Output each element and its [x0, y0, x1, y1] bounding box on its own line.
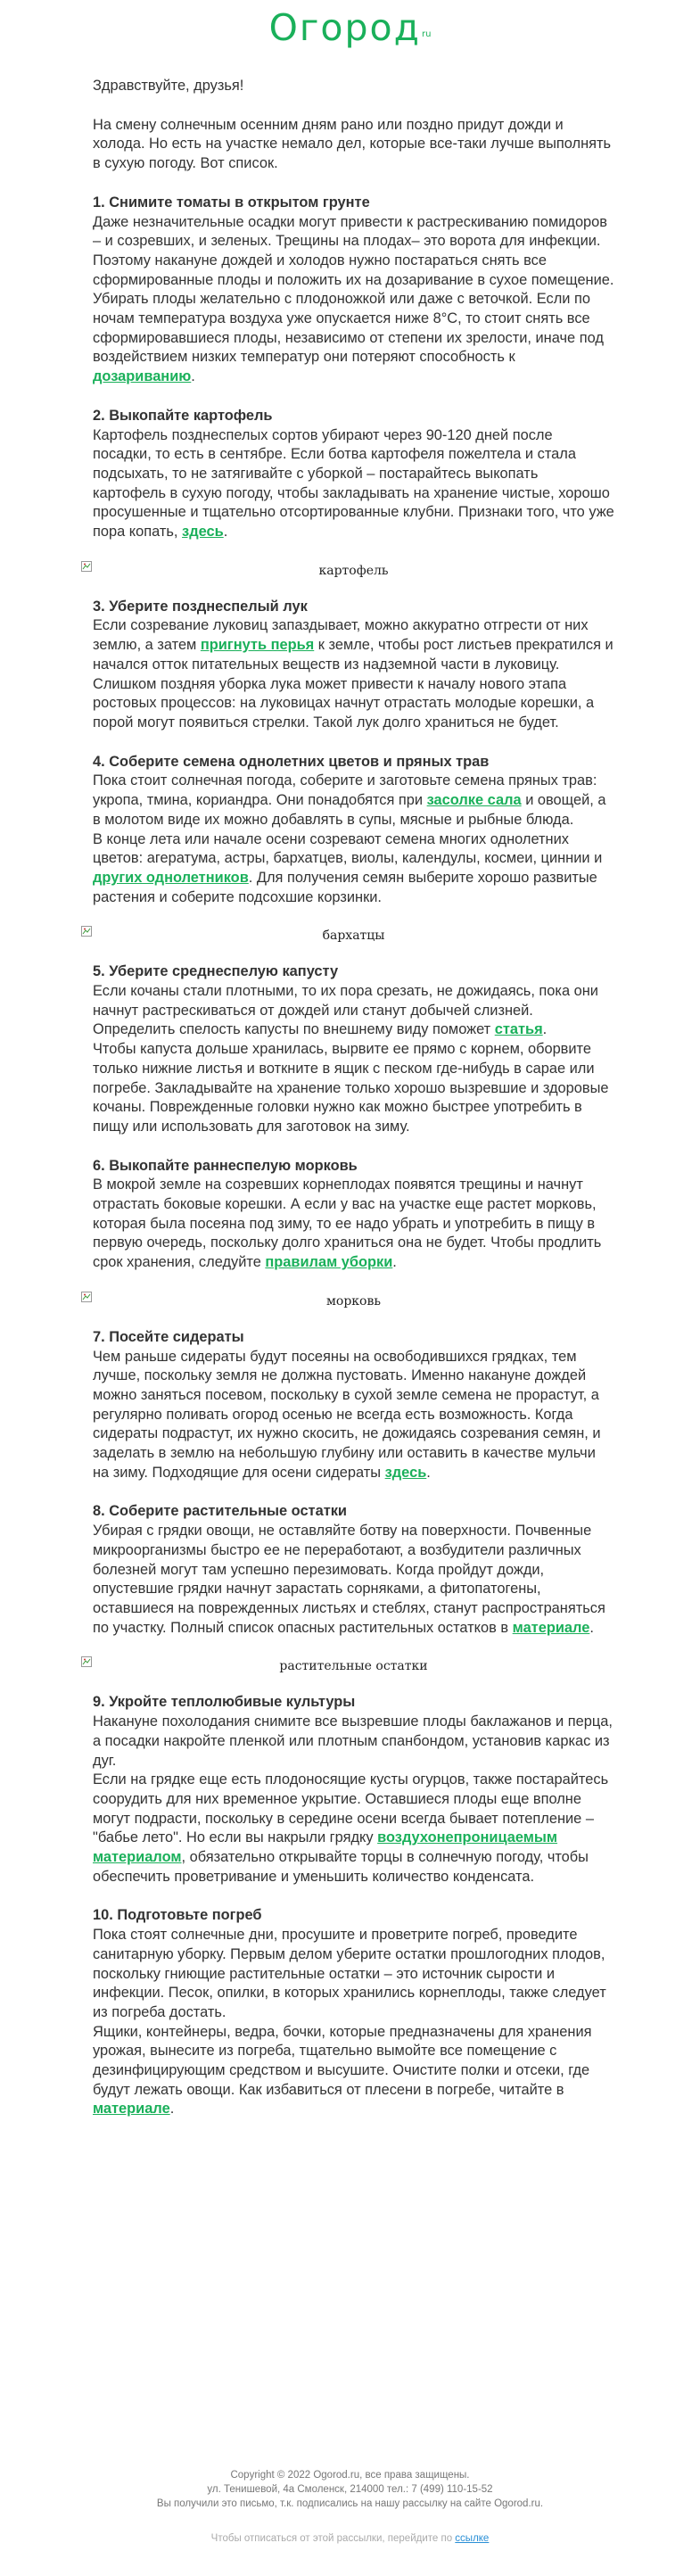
section-text: Пока стоят солнечные дни, просушите и проветрите погреб, проведите санитарную уборку. Первым делом уберите остатки прошлогодних плодов, поскольку гниющие растительные остатки – это источник сырости и инфекции. Песок, опилки, в которых хранились корнеплоды, также следует из погреба достать.	[93, 1927, 606, 2020]
section-text: Если на грядке еще есть плодоносящие кусты огурцов, также постарайтесь соорудить для них временное укрытие. Оставшиеся плоды еще вполне могут подрасти, поскольку в середине осени всегда бывает потепление – "бабье лето". Но если вы накрыли грядку воздухонепроницаемым материалом, обязательно открывайте торцы в солнечную погоду, чтобы обеспечить проветривание и уменьшить количество конденсата.	[93, 1771, 609, 1885]
link-other-annuals[interactable]: других однолетников	[93, 869, 249, 886]
image-alt-text: морковь	[326, 1293, 381, 1309]
section-text: Даже незначительные осадки могут привести к растрескиванию помидоров – и созревших, и зеленых. Трещины на плодах– это ворота для инфекции. Поэтому накануне дождей и холодов нужно постараться снять все сформированные плоды и положить их на дозаривание в сухое помещение.	[93, 213, 614, 288]
brand-suffix: ru	[421, 29, 432, 39]
intro-paragraph: На смену солнечным осенним дням рано или поздно придут дожди и холода. Но есть на участке немало дел, которые все-таки лучше выполнять в сухую погоду. Вот список.	[93, 116, 612, 172]
image-alt-text: бархатцы	[322, 929, 385, 944]
link-ripening[interactable]: дозариванию	[93, 368, 192, 385]
footer-reason: Вы получили это письмо, т.к. подписались на нашу рассылку на сайте Ogorod.ru.	[156, 2498, 544, 2509]
image-marigolds[interactable]	[80, 907, 627, 962]
image-alt-text: картофель	[318, 563, 389, 578]
link-material-cellar[interactable]: материале	[93, 2101, 170, 2118]
image-alt-text: растительные остатки	[279, 1659, 428, 1674]
section-text: В конце лета или начале осени созревают семена многих однолетних цветов: агератума, астры, бархатцев, виолы, календулы, космеи, циннии и других однолетников. Для получения семян выберите хорошо развитые растения и соберите подсохшие корзинки.	[93, 830, 603, 905]
footer-copyright: Copyright © 2022 Ogorod.ru, все права защищены.	[230, 2470, 470, 2481]
footer	[0, 2468, 700, 2511]
newsletter-body	[93, 77, 614, 2119]
link-article[interactable]: статья	[494, 1021, 543, 1038]
link-green-manure[interactable]: здесь	[384, 1464, 427, 1481]
section-title-onion: 3. Уберите позднеспелый лук	[93, 598, 308, 615]
section-title-plant-residues: 8. Соберите растительные остатки	[93, 1503, 348, 1520]
link-bend-leaves[interactable]: пригнуть перья	[200, 637, 315, 654]
section-text: Слишком поздняя уборка лука может привести к началу нового этапа ростовых процессов: на луковицах начнут отрастать молодые корешки, а порой могут появиться стрелки. Такой лук долго храниться не будет.	[93, 675, 595, 731]
brand-name: Огород	[268, 6, 421, 49]
image-plant-residues[interactable]	[80, 1638, 627, 1693]
link-potato-signs[interactable]: здесь	[182, 524, 224, 541]
section-title-cellar: 10. Подготовьте погреб	[93, 1907, 262, 1924]
section-text: Если созревание луковиц запаздывает, можно аккуратно отгрести от них землю, а затем пригнуть перья к земле, чтобы рост листьев прекратился и начался отток питательных веществ из надземной части в луковицу.	[93, 617, 614, 673]
section-title-cabbage: 5. Уберите среднеспелую капусту	[93, 963, 339, 980]
section-text: Накануне похолодания снимите все вызревшие плоды баклажанов и перца, а посадки накройте пленкой или плотным спанбондом, установив каркас из дуг.	[93, 1713, 613, 1769]
section-title-seeds: 4. Соберите семена однолетних цветов и пряных трав	[93, 753, 490, 770]
section-text: Картофель позднеспелых сортов убирают через 90-120 дней после посадки, то есть в сентябре. Если ботва картофеля пожелтела и стала подсыхать, то не затягивайте с уборкой – постарайтесь выкопать картофель в сухую погоду, чтобы закладывать на хранение чистые, хорошо просушенные и тщательно отсортированные клубни. Признаки того, что уже пора копать, здесь.	[93, 426, 614, 541]
section-title-carrot: 6. Выкопайте раннеспелую морковь	[93, 1157, 358, 1174]
section-text: В мокрой земле на созревших корнеплодах появятся трещины и начнут отрастать боковые корешки. А если у вас на участке еще растет морковь, которая была посеяна под зиму, то ее надо убрать и употребить в пищу в первую очередь, поскольку долго храниться она не будет. Чтобы продлить срок хранения, следуйте правилам уборки.	[93, 1177, 602, 1271]
section-title-potatoes: 2. Выкопайте картофель	[93, 407, 273, 424]
section-text: Пока стоит солнечная погода, соберите и заготовьте семена пряных трав: укропа, тмина, кориандра. Они понадобятся при засолке сала и овощей, а в молотом виде их можно добавлять в супы, мясные и рыбные блюда.	[93, 772, 606, 828]
greeting: Здравствуйте, друзья!	[93, 78, 244, 94]
section-text: Ящики, контейнеры, ведра, бочки, которые предназначены для хранения урожая, вынесите из погреба, тщательно вымойте все помещение с дезинфицирующим средством и высушите. Очистите полки и отсеки, где будут лежать овощи. Как избавиться от плесени в погребе, читайте в материале.	[93, 2023, 592, 2118]
section-text: Если кочаны стали плотными, то их пора срезать, не дожидаясь, пока они начнут растрескиваться от дождей или станут добычей слизней. Определить спелость капусты по внешнему виду поможет статья.	[93, 983, 598, 1038]
section-text: Чем раньше сидераты будут посеяны на освободившихся грядках, тем лучше, поскольку земля не должна пустовать. Именно накануне дождей можно заняться посевом, поскольку в сухой земле семена не прорастут, а регулярно поливать огород осенью не всегда есть возможность. Когда сидераты подрастут, их нужно скосить, не дожидаясь созревания семян, и заделать в землю на небольшую глубину или оставить в качестве мульчи на зиму. Подходящие для осени сидераты здесь.	[93, 1348, 601, 1481]
section-title-cover-crops: 9. Укройте теплолюбивые культуры	[93, 1694, 356, 1711]
brand-logo[interactable]	[0, 7, 700, 48]
section-title-tomatoes: 1. Снимите томаты в открытом грунте	[93, 194, 370, 211]
link-harvest-rules[interactable]: правилам уборки	[265, 1254, 393, 1271]
section-text: Убирая с грядки овощи, не оставляйте ботву на поверхности. Почвенные микроорганизмы быстро ее не переработают, а возбудители различных болезней могут там успешно перезимовать. Когда пройдут дожди, опустевшие грядки начнут зарастать сорняками, а фитопатогены, оставшиеся на поврежденных листьях и стеблях, станут распространяться по участку. Полный список опасных растительных остатков в материале.	[93, 1523, 605, 1636]
link-salting-lard[interactable]: засолке сала	[426, 792, 522, 809]
image-potatoes[interactable]	[80, 542, 627, 598]
section-text: Убирать плоды желательно с плодоножкой или даже с веточкой. Если по ночам температура воздуха уже опускается ниже 8°C, то стоит снять все сформировавшиеся плоды, независимо от степени их зрелости, иначе под воздействием низких температур они потеряют способность к дозариванию.	[93, 291, 604, 385]
image-carrot[interactable]	[80, 1273, 627, 1328]
footer-address: ул. Тенишевой, 4а Смоленск, 214000 тел.: 7 (499) 110-15-52	[207, 2484, 493, 2495]
section-text: Чтобы капуста дольше хранилась, вырвите ее прямо с корнем, оборвите только нижние листья и воткните в ящик с песком где-нибудь в сарае или погребе. Закладывайте на хранение только хорошо вызревшие и здоровые кочаны. Поврежденные головки нужно как можно быстрее употребить в пищу или использовать для заготовок на зиму.	[93, 1041, 609, 1135]
unsubscribe-line: Чтобы отписаться от этой рассылки, перейдите по ссылке	[210, 2533, 490, 2544]
section-title-green-manure: 7. Посейте сидераты	[93, 1328, 244, 1345]
link-airtight-material[interactable]: воздухонепроницаемым материалом	[93, 1829, 558, 1866]
link-material-residues[interactable]: материале	[512, 1619, 590, 1636]
unsubscribe-link[interactable]: ссылке	[455, 2533, 490, 2544]
